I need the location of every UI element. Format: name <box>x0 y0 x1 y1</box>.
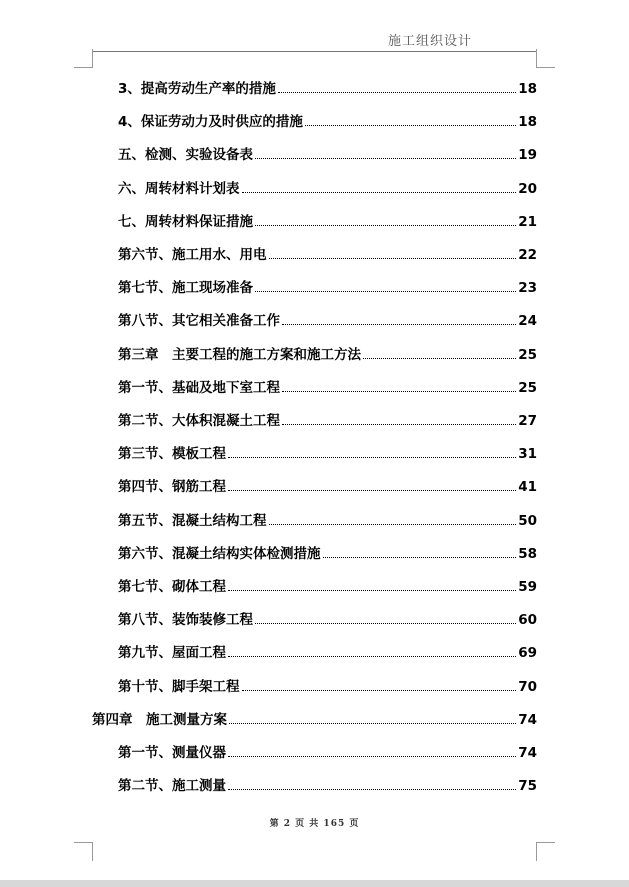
toc-entry-label: 第六节、施工用水、用电 <box>118 247 267 263</box>
toc-leader-dots <box>228 590 516 591</box>
crop-mark-bottom-left <box>74 842 93 861</box>
toc-entry-page-number: 70 <box>518 679 537 695</box>
toc-leader-dots <box>282 324 516 325</box>
toc-entry[interactable] <box>92 706 537 728</box>
toc-entry[interactable] <box>118 141 537 163</box>
toc-entry[interactable] <box>118 639 537 661</box>
toc-entry[interactable] <box>118 440 537 462</box>
toc-entry-page-number: 22 <box>518 247 537 263</box>
toc-leader-dots <box>269 258 517 259</box>
toc-leader-dots <box>229 723 516 724</box>
toc-entry-label: 第八节、装饰装修工程 <box>118 612 253 628</box>
toc-entry-label: 第二节、大体积混凝土工程 <box>118 413 280 429</box>
crop-mark-top-right <box>536 49 555 68</box>
toc-leader-dots <box>323 557 517 558</box>
toc-leader-dots <box>282 391 516 392</box>
toc-entry[interactable] <box>118 175 537 197</box>
toc-entry-page-number: 27 <box>518 413 537 429</box>
toc-entry-page-number: 75 <box>518 778 537 794</box>
toc-leader-dots <box>255 158 516 159</box>
toc-leader-dots <box>363 358 516 359</box>
toc-leader-dots <box>228 656 516 657</box>
toc-leader-dots <box>228 457 516 458</box>
toc-leader-dots <box>228 490 516 491</box>
toc-entry[interactable] <box>118 606 537 628</box>
toc-entry[interactable] <box>118 772 537 794</box>
toc-entry-page-number: 74 <box>518 745 537 761</box>
toc-leader-dots <box>282 424 516 425</box>
toc-leader-dots <box>228 756 516 757</box>
header-rule <box>92 51 536 52</box>
toc-entry-label: 第二节、施工测量 <box>118 778 226 794</box>
toc-entry[interactable] <box>118 241 537 263</box>
window-bottom-strip <box>0 880 629 887</box>
toc-entry[interactable] <box>118 673 537 695</box>
toc-entry-page-number: 59 <box>518 579 537 595</box>
crop-mark-bottom-right <box>536 842 555 861</box>
toc-leader-dots <box>269 524 517 525</box>
toc-entry-label: 第四章 施工测量方案 <box>92 712 227 728</box>
toc-leader-dots <box>228 789 516 790</box>
toc-entry-label: 第六节、混凝土结构实体检测措施 <box>118 546 321 562</box>
toc-entry-page-number: 74 <box>518 712 537 728</box>
toc-entry-label: 五、检测、实验设备表 <box>118 147 253 163</box>
toc-entry-label: 七、周转材料保证措施 <box>118 214 253 230</box>
toc-leader-dots <box>255 623 516 624</box>
toc-entry-label: 3、提高劳动生产率的措施 <box>118 81 276 97</box>
toc-leader-dots <box>242 690 517 691</box>
toc-entry-page-number: 60 <box>518 612 537 628</box>
toc-entry[interactable] <box>118 208 537 230</box>
toc-entry-label: 第九节、屋面工程 <box>118 645 226 661</box>
toc-entry[interactable] <box>118 108 537 130</box>
toc-entry-page-number: 50 <box>518 513 537 529</box>
toc-entry[interactable] <box>118 374 537 396</box>
toc-entry-page-number: 18 <box>518 114 537 130</box>
toc-entry-label: 六、周转材料计划表 <box>118 181 240 197</box>
toc-entry[interactable] <box>118 307 537 329</box>
toc-entry-page-number: 23 <box>518 280 537 296</box>
toc-leader-dots <box>255 291 516 292</box>
toc-entry-page-number: 41 <box>518 479 537 495</box>
toc-entry-label: 4、保证劳动力及时供应的措施 <box>118 114 303 130</box>
toc-entry-label: 第一节、测量仪器 <box>118 745 226 761</box>
toc-entry-page-number: 31 <box>518 446 537 462</box>
toc-entry-page-number: 25 <box>518 380 537 396</box>
toc-entry-page-number: 24 <box>518 313 537 329</box>
toc-entry-page-number: 58 <box>518 546 537 562</box>
toc-entry[interactable] <box>118 540 537 562</box>
toc-leader-dots <box>278 92 516 93</box>
toc-entry-page-number: 20 <box>518 181 537 197</box>
toc-entry-label: 第四节、钢筋工程 <box>118 479 226 495</box>
toc-entry-label: 第一节、基础及地下室工程 <box>118 380 280 396</box>
toc-entry[interactable] <box>118 407 537 429</box>
toc-entry-page-number: 25 <box>518 347 537 363</box>
crop-mark-top-left <box>74 49 93 68</box>
toc-entry[interactable] <box>118 473 537 495</box>
toc-entry-label: 第七节、施工现场准备 <box>118 280 253 296</box>
toc-entry-page-number: 18 <box>518 81 537 97</box>
toc-leader-dots <box>255 225 516 226</box>
toc-entry-label: 第五节、混凝土结构工程 <box>118 513 267 529</box>
toc-entry-label: 第七节、砌体工程 <box>118 579 226 595</box>
toc-entry-label: 第十节、脚手架工程 <box>118 679 240 695</box>
toc-entry-label: 第三章 主要工程的施工方案和施工方法 <box>118 347 361 363</box>
toc-entry[interactable] <box>118 75 537 97</box>
toc-entry[interactable] <box>118 341 537 363</box>
toc-entry-page-number: 19 <box>518 147 537 163</box>
page-footer: 第 2 页 共 165 页 <box>269 819 360 829</box>
toc-entry-page-number: 21 <box>518 214 537 230</box>
toc-entry[interactable] <box>118 573 537 595</box>
toc-entry-label: 第八节、其它相关准备工作 <box>118 313 280 329</box>
toc-entry-page-number: 69 <box>518 645 537 661</box>
toc-entry[interactable] <box>118 739 537 761</box>
toc-entry[interactable] <box>118 274 537 296</box>
toc-entry[interactable] <box>118 507 537 529</box>
header-title: 施工组织设计 <box>387 34 472 49</box>
toc-leader-dots <box>242 192 517 193</box>
toc-leader-dots <box>305 125 516 126</box>
toc-entry-label: 第三节、模板工程 <box>118 446 226 462</box>
